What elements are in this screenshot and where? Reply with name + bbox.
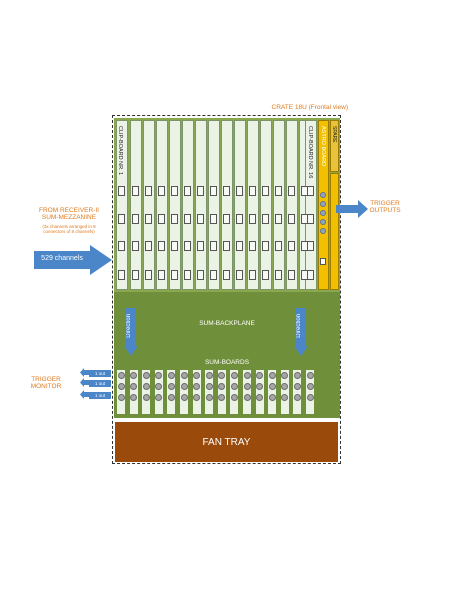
connector: [184, 186, 191, 196]
connector: [210, 241, 217, 251]
sum-board-connector: [307, 372, 314, 379]
connector: [275, 270, 282, 280]
clip-board: [234, 120, 246, 290]
connector: [132, 186, 139, 196]
connector: [210, 186, 217, 196]
sum-board-connector: [168, 372, 175, 379]
trigger-outputs-label: [360, 200, 410, 214]
sum-board-connector: [269, 372, 276, 379]
connector: [275, 214, 282, 224]
connector: [249, 241, 256, 251]
connector: [158, 270, 165, 280]
connector: [249, 270, 256, 280]
sum-board-connector: [181, 383, 188, 390]
sum-board-connector: [231, 394, 238, 401]
connector: [307, 241, 314, 251]
clip-board: [221, 120, 233, 290]
connector: [249, 214, 256, 224]
direction-label-right: Direction: [296, 314, 302, 338]
connector: [262, 241, 269, 251]
sum-boards-label: SUM-BOARDS: [204, 359, 250, 366]
clip-board: [195, 120, 207, 290]
connector: [249, 186, 256, 196]
connector: [275, 241, 282, 251]
sum-board-connector: [118, 394, 125, 401]
connector: [171, 270, 178, 280]
astro-extension: [330, 173, 339, 290]
astro-connector: [320, 228, 326, 234]
connector: [288, 241, 295, 251]
connector: [132, 241, 139, 251]
sum-board-connector: [118, 372, 125, 379]
connector: [184, 214, 191, 224]
sum-board-connector: [143, 394, 150, 401]
clip-board: [260, 120, 272, 290]
sum-board-connector: [143, 372, 150, 379]
connector: [171, 241, 178, 251]
connector: [132, 270, 139, 280]
sum-board-connector: [307, 394, 314, 401]
connector: [262, 214, 269, 224]
connector: [307, 270, 314, 280]
connector: [288, 186, 295, 196]
sum-board-connector: [168, 383, 175, 390]
connector: [171, 214, 178, 224]
clip-board-last-label: CLIP-BOARD NR. 16: [307, 126, 313, 179]
astro-connector: [320, 219, 326, 225]
clip-board: [169, 120, 181, 290]
connector: [118, 270, 125, 280]
connector: [288, 214, 295, 224]
connector: [145, 214, 152, 224]
from-receiver-note2: connectors of 8 channels): [43, 229, 95, 234]
sum-board-connector: [244, 383, 251, 390]
connector: [223, 241, 230, 251]
connector: [171, 186, 178, 196]
from-receiver-label: [26, 207, 112, 221]
astro-connector: [320, 201, 326, 207]
fan-tray: FAN TRAY: [115, 422, 338, 462]
connector: [197, 214, 204, 224]
trigger-monitor-line2: MONITOR: [30, 383, 62, 390]
sum-backplane-label: SUM-BACKPLANE: [199, 320, 255, 327]
clip-board-first-label: CLIP-BOARD NR. 1: [117, 126, 123, 176]
connector: [275, 186, 282, 196]
from-receiver-note1: (3x channels arranged in 8: [42, 224, 96, 229]
sum-board-connector: [206, 383, 213, 390]
clip-board: [247, 120, 259, 290]
trigger-monitor-label: [22, 376, 70, 390]
sum-board-connector: [244, 372, 251, 379]
connector: [184, 241, 191, 251]
monitor-out-tag: 1 out: [89, 392, 111, 399]
sum-board-connector: [269, 394, 276, 401]
astro-board-label: ASTRO BOARD: [320, 126, 326, 167]
connector: [118, 186, 125, 196]
astro-connector: [320, 210, 326, 216]
connector: [145, 186, 152, 196]
connector: [184, 270, 191, 280]
astro-connector: [320, 192, 326, 198]
trigger-monitor-line1: TRIGGER: [31, 376, 61, 383]
connector: [288, 270, 295, 280]
clip-board: [156, 120, 168, 290]
connector: [197, 241, 204, 251]
monitor-out-tag: 1 out: [89, 370, 111, 377]
clip-board: [273, 120, 285, 290]
sum-board-connector: [206, 372, 213, 379]
connector: [145, 241, 152, 251]
connector: [223, 186, 230, 196]
sum-board-connector: [181, 394, 188, 401]
connector: [262, 186, 269, 196]
trigger-outputs-line1: TRIGGER: [370, 200, 400, 207]
sum-board-connector: [269, 383, 276, 390]
sum-board-connector: [143, 383, 150, 390]
connector: [210, 214, 217, 224]
connector: [236, 241, 243, 251]
connector: [197, 270, 204, 280]
from-receiver-line1: FROM RECEIVER-II: [39, 207, 99, 214]
connector: [223, 270, 230, 280]
sum-board-connector: [231, 383, 238, 390]
monitor-out-tag: 1 out: [89, 380, 111, 387]
from-receiver-line2: SUM-MEZZANINE: [41, 214, 97, 221]
connector: [118, 241, 125, 251]
connector: [210, 270, 217, 280]
astro-port: [320, 258, 326, 265]
clip-board: [182, 120, 194, 290]
sum-board-connector: [231, 372, 238, 379]
direction-label-left: Direction: [126, 314, 132, 338]
sum-board-connector: [294, 372, 301, 379]
clip-board: [143, 120, 155, 290]
spare-label: SPARE: [331, 126, 337, 143]
connector: [236, 186, 243, 196]
sum-board-connector: [294, 383, 301, 390]
connector: [132, 214, 139, 224]
connector: [118, 214, 125, 224]
sum-board-connector: [168, 394, 175, 401]
clip-board: [286, 120, 298, 290]
connector: [158, 241, 165, 251]
connector: [236, 270, 243, 280]
connector: [262, 270, 269, 280]
input-channels-label: 529 channels: [41, 255, 83, 262]
connector: [307, 186, 314, 196]
crate-title: CRATE 18U (Frontal view): [271, 104, 348, 111]
connector: [307, 214, 314, 224]
sum-board-connector: [118, 383, 125, 390]
sum-board-connector: [206, 394, 213, 401]
connector: [158, 214, 165, 224]
from-receiver-note: [26, 224, 112, 234]
monitor-arrows: [80, 368, 92, 402]
trigger-outputs-line2: OUTPUTS: [369, 207, 401, 214]
sum-board-connector: [294, 394, 301, 401]
connector: [158, 186, 165, 196]
connector: [236, 214, 243, 224]
sum-board-connector: [244, 394, 251, 401]
sum-board-connector: [307, 383, 314, 390]
connector: [197, 186, 204, 196]
sum-board-connector: [181, 372, 188, 379]
connector: [145, 270, 152, 280]
clip-board: [208, 120, 220, 290]
connector: [223, 214, 230, 224]
clip-board: [130, 120, 142, 290]
